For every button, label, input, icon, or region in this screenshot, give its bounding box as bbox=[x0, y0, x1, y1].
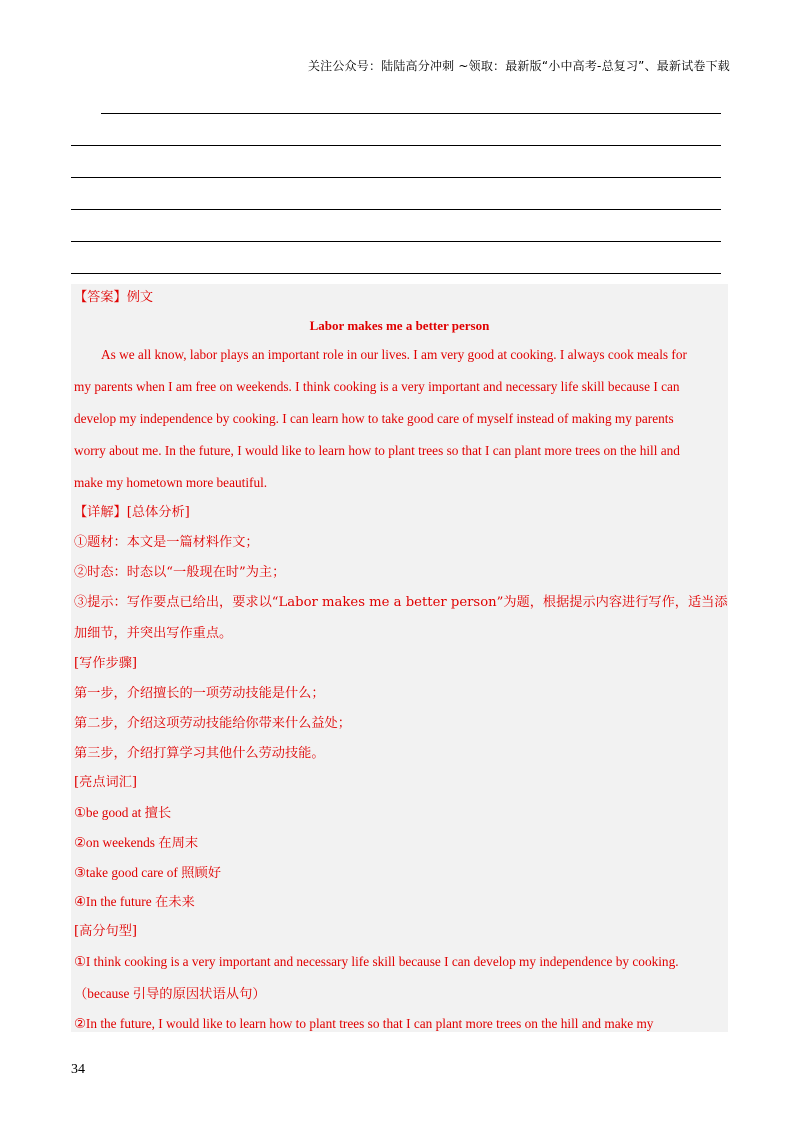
step-item: 第二步，介绍这项劳动技能给你带来什么益处； bbox=[74, 716, 351, 731]
vocab-label: [亮点词汇] bbox=[74, 775, 138, 790]
analysis-point: 加细节，并突出写作重点。 bbox=[74, 626, 233, 641]
writing-line bbox=[71, 241, 721, 242]
answer-section bbox=[71, 284, 728, 1032]
sentence-item: ①I think cooking is a very important and necessary life skill because I can develop my independence by cooking. bbox=[74, 954, 679, 969]
vocab-item: ④In the future 在未来 bbox=[74, 894, 195, 909]
analysis-point: ①题材：本文是一篇材料作文； bbox=[74, 535, 259, 550]
sentences-label: [高分句型] bbox=[74, 924, 138, 939]
essay-line: As we all know, labor plays an important role in our lives. I am very good at cooking. I always cook meals for bbox=[101, 347, 687, 362]
writing-line bbox=[71, 273, 721, 274]
analysis-label: 【详解】[总体分析] bbox=[74, 505, 190, 520]
essay-line: develop my independence by cooking. I can learn how to take good care of myself instead of making my parents bbox=[74, 411, 674, 426]
answer-label: 【答案】例文 bbox=[74, 290, 154, 305]
steps-label: [写作步骤] bbox=[74, 656, 138, 671]
analysis-point: ②时态：时态以“一般现在时”为主； bbox=[74, 565, 286, 580]
vocab-item: ①be good at 擅长 bbox=[74, 805, 172, 820]
sentence-note: （because 引导的原因状语从句） bbox=[74, 986, 266, 1001]
essay-title: Labor makes me a better person bbox=[309, 318, 490, 333]
writing-line bbox=[71, 145, 721, 146]
writing-line bbox=[101, 113, 721, 114]
essay-line: my parents when I am free on weekends. I think cooking is a very important and necessary life skill because I can bbox=[74, 379, 680, 394]
analysis-point: ③提示：写作要点已给出，要求以“Labor makes me a better person”为题，根据提示内容进行写作，适当添 bbox=[74, 595, 728, 610]
sentence-item: ②In the future, I would like to learn how to plant trees so that I can plant more trees on the hill and make my bbox=[74, 1016, 654, 1031]
page-header: 关注公众号：陆陆高分冲刺 ~领取：最新版“小中高考-总复习”、最新试卷下载 bbox=[307, 59, 730, 73]
writing-line bbox=[71, 177, 721, 178]
step-item: 第一步，介绍擅长的一项劳动技能是什么； bbox=[74, 686, 325, 701]
step-item: 第三步，介绍打算学习其他什么劳动技能。 bbox=[74, 746, 325, 761]
vocab-item: ③take good care of 照顾好 bbox=[74, 865, 222, 880]
page-number: 34 bbox=[71, 1062, 85, 1077]
essay-line: make my hometown more beautiful. bbox=[74, 475, 268, 490]
vocab-item: ②on weekends 在周末 bbox=[74, 835, 199, 850]
essay-line: worry about me. In the future, I would like to learn how to plant trees so that I can plant more trees on the hill and bbox=[74, 443, 680, 458]
writing-line bbox=[71, 209, 721, 210]
